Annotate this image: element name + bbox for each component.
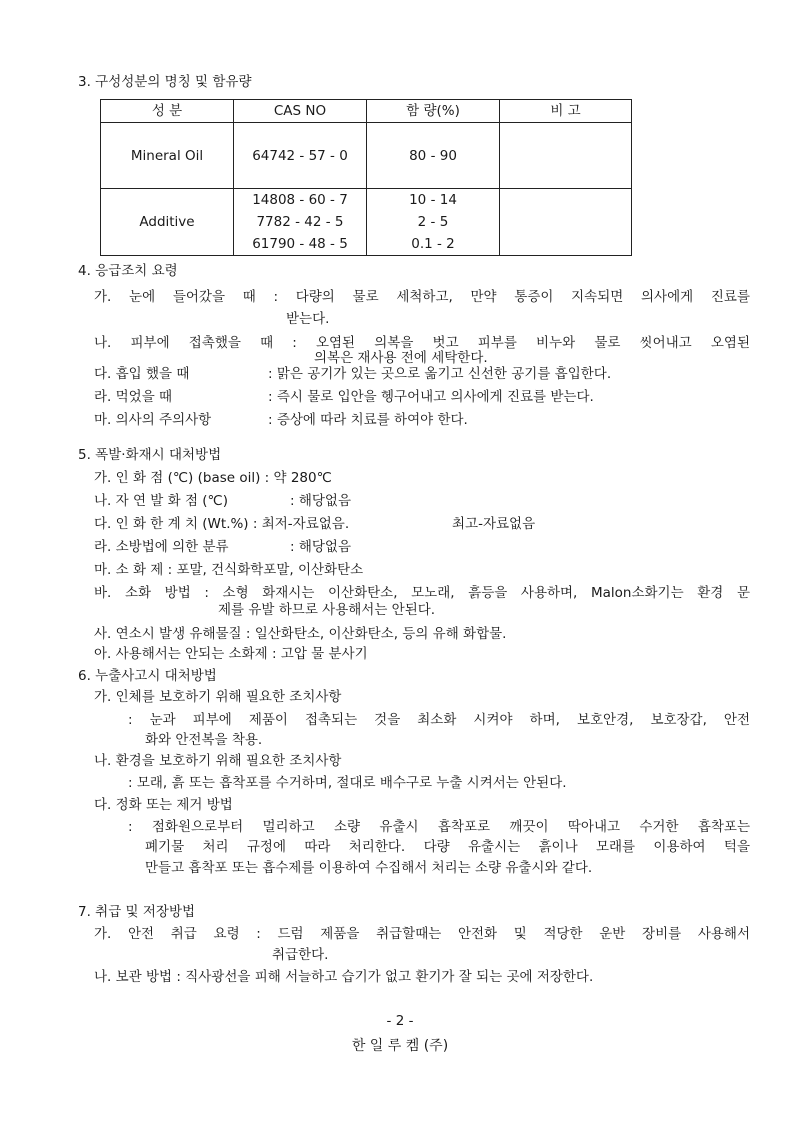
fire-flash-point: 가. 인 화 점 (℃) (base oil) : 약 280℃ xyxy=(94,470,332,486)
spill-clean-heading: 다. 정화 또는 제거 방법 xyxy=(94,797,233,813)
cas-value: 7782 - 42 - 5 xyxy=(256,214,344,230)
fire-prohibited: 아. 사용해서는 안되는 소화제 : 고압 물 분사기 xyxy=(94,646,368,662)
table-row xyxy=(101,123,632,189)
spill-personal-cont: 화와 안전복을 착용. xyxy=(145,732,263,748)
table-header-cell: 성 분 xyxy=(101,100,234,123)
first-aid-inhalation-label: 다. 흡입 했을 때 xyxy=(94,366,190,382)
content-cell: 80 - 90 xyxy=(367,123,500,189)
fire-method-cont: 제를 유발 하므로 사용해서는 안된다. xyxy=(218,602,436,618)
fire-extinguisher: 마. 소 화 제 : 포말, 건식화학포말, 이산화탄소 xyxy=(94,562,364,578)
component-cell: Mineral Oil xyxy=(101,123,234,189)
spill-env-text: : 모래, 흙 또는 흡착포를 수거하며, 절대로 배수구로 누출 시켜서는 안된다. xyxy=(128,775,567,791)
section-3-heading: 3. 구성성분의 명칭 및 함유량 xyxy=(78,74,252,90)
spill-personal-heading: 가. 인체를 보호하기 위해 필요한 조치사항 xyxy=(94,689,342,705)
table-header-cell: CAS NO xyxy=(234,100,367,123)
fire-limits-max: 최고-자료없음 xyxy=(452,516,536,532)
company-name: 한 일 루 켐 (주) xyxy=(351,1038,449,1054)
cas-cell xyxy=(234,189,367,256)
cas-value: 61790 - 48 - 5 xyxy=(252,236,348,252)
first-aid-ingestion-text: : 즉시 물로 입안을 헹구어내고 의사에게 진료를 받는다. xyxy=(268,389,594,405)
component-cell: Additive xyxy=(101,189,234,256)
section-5-heading: 5. 폭발·화재시 대처방법 xyxy=(78,447,222,463)
note-cell xyxy=(500,123,632,189)
storage-method: 나. 보관 방법 : 직사광선을 피해 서늘하고 습기가 없고 환기가 잘 되는 곳에 저장한다. xyxy=(94,969,594,985)
content-value: 2 - 5 xyxy=(417,214,449,230)
composition-table xyxy=(100,99,632,256)
page-number: - 2 - xyxy=(386,1013,414,1029)
fire-limits-label: 다. 인 화 한 계 치 (Wt.%) : 최저-자료없음. xyxy=(94,516,350,532)
first-aid-eyes: 가. 눈에 들어갔을 때 : 다량의 물로 세척하고, 만약 통증이 지속되면 의사에게 진료를 xyxy=(94,289,750,305)
handling-safe-cont: 취급한다. xyxy=(272,947,329,963)
first-aid-skin: 나. 피부에 접촉했을 때 : 오염된 의복을 벗고 피부를 비누와 물로 씻어내고 오염된 xyxy=(94,335,750,351)
fire-class-label: 라. 소방법에 의한 분류 xyxy=(94,539,229,555)
table-header-cell: 함 량(%) xyxy=(367,100,500,123)
section-6-heading: 6. 누출사고시 대처방법 xyxy=(78,668,217,684)
cas-cell: 64742 - 57 - 0 xyxy=(234,123,367,189)
spill-env-heading: 나. 환경을 보호하기 위해 필요한 조치사항 xyxy=(94,753,342,769)
first-aid-eyes-cont: 받는다. xyxy=(286,311,330,327)
content-value: 10 - 14 xyxy=(409,192,457,208)
fire-hazards: 사. 연소시 발생 유해물질 : 일산화탄소, 이산화탄소, 등의 유해 화합물. xyxy=(94,626,507,642)
spill-personal-text: : 눈과 피부에 제품이 접촉되는 것을 최소화 시켜야 하며, 보호안경, 보호장갑, 안전 xyxy=(128,712,750,728)
first-aid-ingestion-label: 라. 먹었을 때 xyxy=(94,389,173,405)
note-cell xyxy=(500,189,632,256)
spill-clean-cont-2: 만들고 흡착포 또는 흡수제를 이용하여 수집해서 처리는 소량 유출시와 같다. xyxy=(145,860,593,876)
cas-value: 14808 - 60 - 7 xyxy=(252,192,348,208)
table-header-cell: 비 고 xyxy=(500,100,632,123)
content-value: 0.1 - 2 xyxy=(411,236,455,252)
section-7-heading: 7. 취급 및 저장방법 xyxy=(78,904,196,920)
content-cell xyxy=(367,189,500,256)
table-row xyxy=(101,189,632,256)
fire-class-text: : 해당없음 xyxy=(290,539,352,555)
fire-autoignition-label: 나. 자 연 발 화 점 (℃) xyxy=(94,493,228,509)
fire-method: 바. 소화 방법 : 소형 화재시는 이산화탄소, 모노래, 흙등을 사용하며, Malon소화기는 환경 문 xyxy=(94,585,750,601)
first-aid-inhalation-text: : 맑은 공기가 있는 곳으로 옮기고 신선한 공기를 흡입한다. xyxy=(268,366,612,382)
table-header-row xyxy=(101,100,632,123)
first-aid-doctor-label: 마. 의사의 주의사항 xyxy=(94,412,212,428)
section-4-heading: 4. 응급조치 요령 xyxy=(78,263,178,279)
fire-autoignition-text: : 해당없음 xyxy=(290,493,352,509)
spill-clean-text: : 점화원으로부터 멀리하고 소량 유출시 흡착포로 깨끗이 딱아내고 수거한 흡착포는 xyxy=(128,819,750,835)
handling-safe: 가. 안전 취급 요령 : 드럼 제품을 취급할때는 안전화 및 적당한 운반 장비를 사용해서 xyxy=(94,926,750,942)
first-aid-skin-cont: 의복은 재사용 전에 세탁한다. xyxy=(314,350,488,366)
first-aid-doctor-text: : 증상에 따라 치료를 하여야 한다. xyxy=(268,412,468,428)
spill-clean-cont: 폐기물 처리 규정에 따라 처리한다. 다량 유출시는 흙이나 모래를 이용하여 턱을 xyxy=(145,839,750,855)
